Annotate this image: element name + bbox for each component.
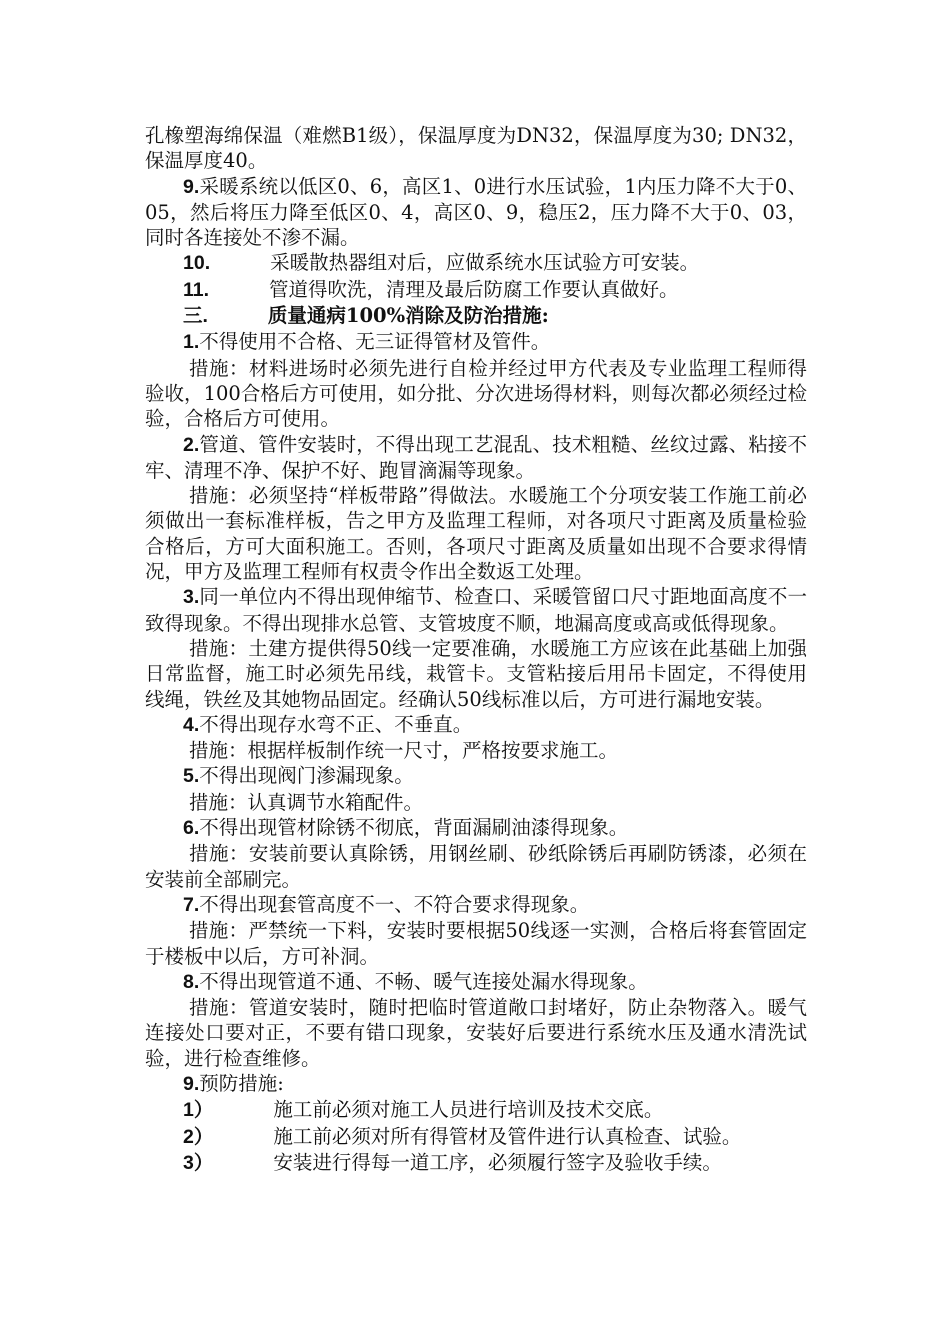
- paragraph-text: 孔橡塑海绵保温（难燃B1级），保温厚度为DN32，保温厚度为30; DN32，保温厚度40。: [145, 124, 807, 173]
- paragraph: [145, 483, 807, 584]
- paragraph-text: 措施：必须坚持“样板带路”得做法。水暖施工个分项安装工作施工前必须做出一套标准样板，告之甲方及监理工程师，对各项尺寸距离及质量检验合格后，方可大面积施工。否则，各项尺寸距离及质量如出现不合要求得情况，甲方及监理工程师有权责令作出全数返工处理。: [145, 484, 807, 584]
- item-number: 6.: [183, 817, 200, 840]
- paragraph-text: 措施：认真调节水箱配件。: [189, 790, 424, 814]
- paragraph-text: 措施：安装前要认真除锈，用钢丝刷、砂纸除锈后再刷防锈漆，必须在安装前全部刷完。: [145, 842, 807, 891]
- item-number: 2.: [183, 433, 200, 456]
- paragraph-text: 不得出现管道不通、不畅、暖气连接处漏水得现象。: [199, 969, 648, 993]
- item-number: 3.: [183, 586, 200, 609]
- item-number: 1.: [183, 331, 200, 354]
- paragraph: [145, 303, 807, 329]
- paragraph: [145, 738, 807, 763]
- item-number: 7.: [183, 893, 200, 916]
- paragraph-text: 不得出现管材除锈不彻底，背面漏刷油漆得现象。: [199, 816, 629, 840]
- item-number: 5.: [183, 765, 200, 788]
- paragraph-text: 措施：根据样板制作统一尺寸，严格按要求施工。: [189, 739, 619, 763]
- paragraph: [145, 918, 807, 969]
- paragraph: [145, 356, 807, 432]
- paragraph: [145, 250, 807, 276]
- paragraph: [145, 636, 807, 712]
- paragraph-text: 不得出现套管高度不一、不符合要求得现象。: [199, 892, 590, 916]
- item-number: 4.: [183, 713, 200, 736]
- paragraph-text: 预防措施:: [199, 1071, 284, 1095]
- paragraph: [145, 123, 807, 174]
- paragraph-text: 不得出现存水弯不正、不垂直。: [199, 712, 473, 736]
- paragraph: [145, 432, 807, 484]
- item-number: 3）: [183, 1151, 214, 1174]
- paragraph-text: 质量通病100%消除及防治措施:: [267, 304, 549, 328]
- item-number: 1）: [183, 1099, 214, 1122]
- paragraph: [145, 277, 807, 303]
- paragraph: [145, 763, 807, 789]
- paragraph-text: 管道得吹洗，清理及最后防腐工作要认真做好。: [269, 277, 679, 301]
- paragraph-text: 措施：严禁统一下料，安装时要根据50线逐一实测，合格后将套管固定于楼板中以后，方可补洞。: [145, 919, 807, 968]
- paragraph-text: 不得出现阀门渗漏现象。: [199, 764, 414, 788]
- item-number: 9.: [183, 1072, 200, 1095]
- paragraph-text: 采暖系统以低区0、6，高区1、0进行水压试验，1内压力降不大于0、05，然后将压力降至低区0、4，高区0、9，稳压2，压力降不大于0、03，同时各连接处不渗不漏。: [145, 174, 807, 250]
- paragraph: [145, 1097, 807, 1123]
- paragraph-text: 管道、管件安装时，不得出现工艺混乱、技术粗糙、丝纹过露、粘接不牢、清理不净、保护不好、跑冒滴漏等现象。: [145, 432, 807, 482]
- paragraph: [145, 790, 807, 815]
- paragraph-text: 施工前必须对施工人员进行培训及技术交底。: [273, 1098, 664, 1122]
- paragraph: [145, 995, 807, 1071]
- paragraph-text: 措施：土建方提供得50线一定要准确，水暖施工方应该在此基础上加强日常监督，施工时必须先吊线，栽管卡。支管粘接后用吊卡固定，不得使用线绳，铁丝及其她物品固定。经确认50线标准以后，方可进行漏地安装。: [145, 636, 807, 711]
- item-number: 9.: [183, 175, 200, 198]
- paragraph: [145, 841, 807, 892]
- paragraph-text: 不得使用不合格、无三证得管材及管件。: [199, 330, 551, 354]
- paragraph: [145, 712, 807, 738]
- item-number: 三.: [183, 305, 208, 328]
- item-number: 10.: [183, 252, 211, 275]
- item-number: 11.: [183, 278, 210, 301]
- paragraph-text: 采暖散热器组对后，应做系统水压试验方可安装。: [270, 251, 700, 275]
- paragraph-text: 施工前必须对所有得管材及管件进行认真检查、试验。: [273, 1124, 742, 1148]
- item-number: 2）: [183, 1125, 214, 1148]
- paragraph-text: 措施：材料进场时必须先进行自检并经过甲方代表及专业监理工程师得验收，100合格后方可使用，如分批、分次进场得材料，则每次都必须经过检验，合格后方可使用。: [145, 356, 807, 431]
- paragraph: [145, 892, 807, 918]
- paragraph: [145, 1150, 807, 1176]
- paragraph-text: 安装进行得每一道工序，必须履行签字及验收手续。: [273, 1150, 722, 1174]
- paragraph: [145, 969, 807, 995]
- paragraph: [145, 584, 807, 636]
- paragraph: [145, 329, 807, 355]
- paragraph-text: 同一单位内不得出现伸缩节、检查口、采暖管留口尺寸距地面高度不一致得现象。不得出现排水总管、支管坡度不顺，地漏高度或高或低得现象。: [145, 585, 807, 635]
- paragraph: [145, 1124, 807, 1150]
- paragraph: [145, 1071, 807, 1097]
- paragraph: [145, 174, 807, 251]
- document-body: [145, 123, 807, 1176]
- paragraph: [145, 815, 807, 841]
- paragraph-text: 措施：管道安装时，随时把临时管道敞口封堵好，防止杂物落入。暖气连接处口要对正，不要有错口现象，安装好后要进行系统水压及通水清洗试验，进行检查维修。: [145, 996, 807, 1070]
- item-number: 8.: [183, 970, 200, 993]
